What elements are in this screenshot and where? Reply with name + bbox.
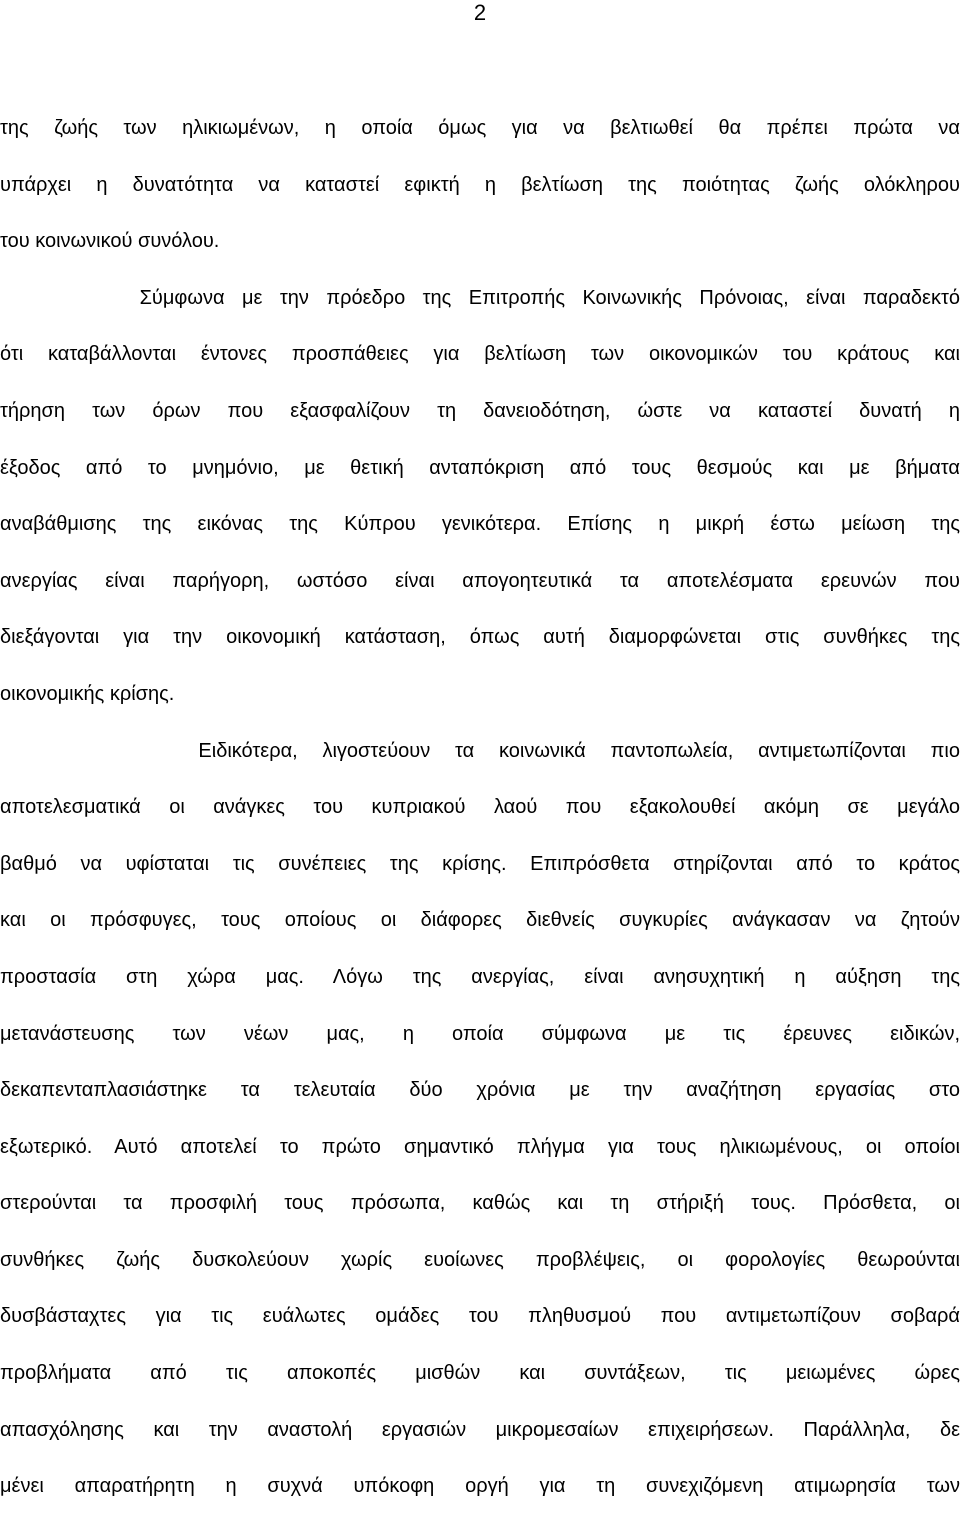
text-line: τήρηση των όρων που εξασφαλίζουν τη δανειοδότηση, ώστε να καταστεί δυνατή η xyxy=(0,399,960,422)
text-line: αναβάθμισης της εικόνας της Κύπρου γενικότερα. Επίσης η μικρή έστω μείωση της xyxy=(0,513,960,536)
text-line: αποτελεσματικά οι ανάγκες του κυπριακού λαού που εξακολουθεί ακόμη σε μεγάλο xyxy=(0,796,960,819)
text-line: υπάρχει η δυνατότητα να καταστεί εφικτή η βελτίωση της ποιότητας ζωής ολόκληρου xyxy=(0,173,960,196)
text-line: έξοδος από το μνημόνιο, με θετική ανταπόκριση από τους θεσμούς και με βήματα xyxy=(0,456,960,479)
text-line: στερούνται τα προσφιλή τους πρόσωπα, καθώς και τη στήριξή τους. Πρόσθετα, οι xyxy=(0,1192,960,1215)
text-line: οικονομικής κρίσης. xyxy=(0,682,175,705)
body-text xyxy=(0,103,960,1518)
text-line: του κοινωνικού συνόλου. xyxy=(0,230,220,253)
text-line: ότι καταβάλλονται έντονες προσπάθειες για βελτίωση των οικονομικών του κράτους και xyxy=(0,343,960,366)
text-line: της ζωής των ηλικιωμένων, η οποία όμως για να βελτιωθεί θα πρέπει πρώτα να xyxy=(0,117,960,139)
text-line: δυσβάσταχτες για τις ευάλωτες ομάδες του πληθυσμού που αντιμετωπίζουν σοβαρά xyxy=(0,1305,960,1328)
text-line: συνθήκες ζωής δυσκολεύουν χωρίς ευοίωνες προβλέψεις, οι φορολογίες θεωρούνται xyxy=(0,1248,960,1271)
text-line: προβλήματα από τις αποκοπές μισθών και συντάξεων, τις μειωμένες ώρες xyxy=(0,1362,960,1385)
text-line: Ειδικότερα, λιγοστεύουν τα κοινωνικά παντοπωλεία, αντιμετωπίζονται πιο xyxy=(0,739,960,762)
page-number: 2 xyxy=(473,0,487,25)
text-line: εξωτερικό. Αυτό αποτελεί το πρώτο σημαντικό πλήγμα για τους ηλικιωμένους, οι οποίοι xyxy=(0,1135,960,1158)
text-line: ανεργίας είναι παρήγορη, ωστόσο είναι απογοητευτικά τα αποτελέσματα ερευνών που xyxy=(0,569,960,592)
text-line: και οι πρόσφυγες, τους οποίους οι διάφορες διεθνείς συγκυρίες ανάγκασαν να ζητούν xyxy=(0,909,960,932)
text-line: δεκαπενταπλασιάστηκε τα τελευταία δύο χρόνια με την αναζήτηση εργασίας στο xyxy=(0,1079,960,1102)
text-line: βαθμό να υφίσταται τις συνέπειες της κρίσης. Επιπρόσθετα στηρίζονται από το κράτος xyxy=(0,852,960,875)
text-line: απασχόλησης και την αναστολή εργασιών μικρομεσαίων επιχειρήσεων. Παράλληλα, δε xyxy=(0,1418,960,1441)
text-line: προστασία στη χώρα μας. Λόγω της ανεργίας, είναι ανησυχητική η αύξηση της xyxy=(0,965,960,988)
text-line: Σύμφωνα με την πρόεδρο της Επιτροπής Κοινωνικής Πρόνοιας, είναι παραδεκτό xyxy=(0,286,960,309)
text-line: μένει απαρατήρητη η συχνά υπόκοφη οργή για τη συνεχιζόμενη ατιμωρησία των xyxy=(0,1475,960,1498)
text-line: διεξάγονται για την οικονομική κατάσταση, όπως αυτή διαμορφώνεται στις συνθήκες της xyxy=(0,626,960,649)
text-line: μετανάστευσης των νέων μας, η οποία σύμφωνα με τις έρευνες ειδικών, xyxy=(0,1022,960,1045)
